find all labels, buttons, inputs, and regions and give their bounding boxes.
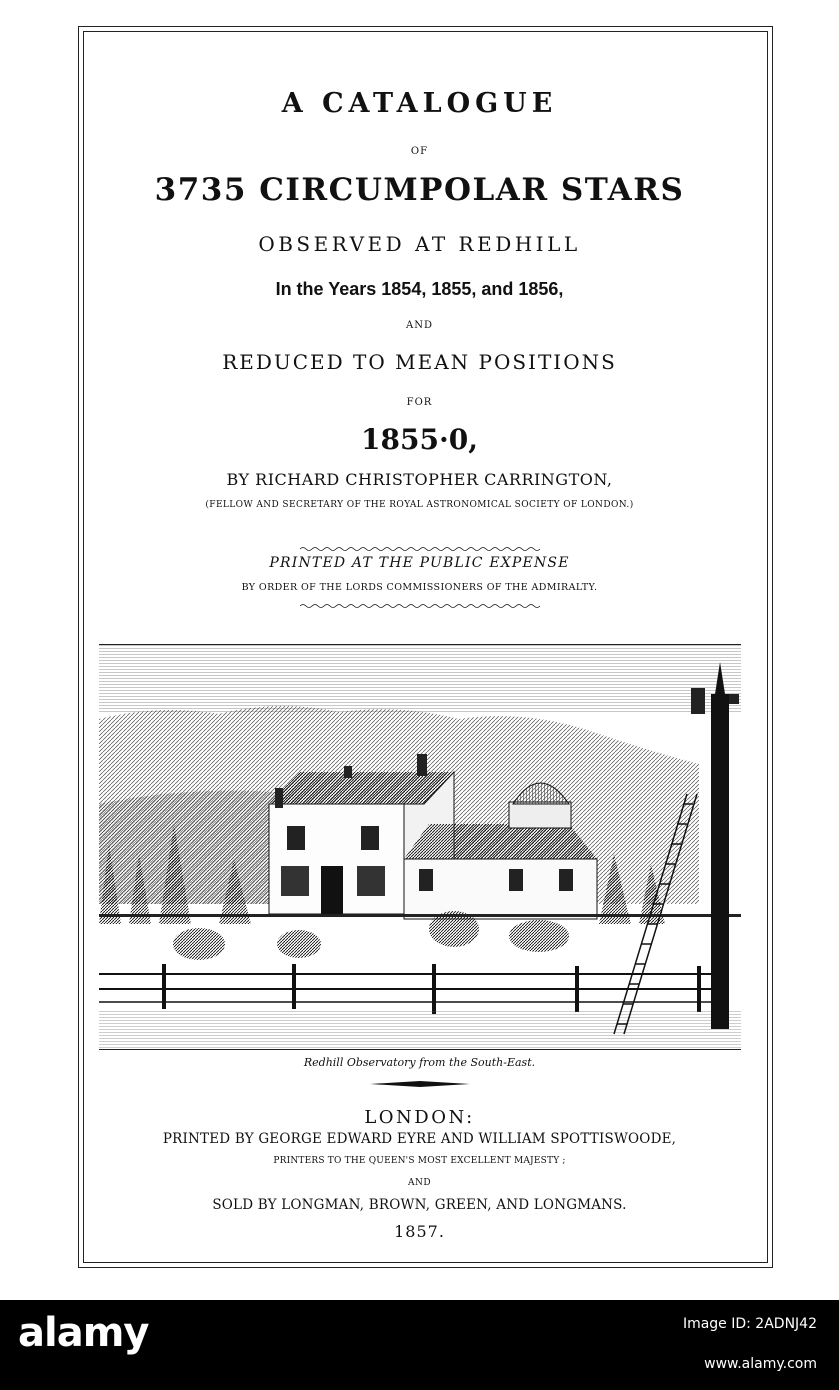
title-line-stars: 3735 CIRCUMPOLAR STARS bbox=[154, 172, 685, 208]
author-affiliation: (FELLOW AND SECRETARY OF THE ROYAL ASTRONOMICAL SOCIETY OF LONDON.) bbox=[205, 500, 634, 510]
observatory-engraving bbox=[99, 644, 741, 1050]
imprint-city: LONDON: bbox=[364, 1107, 475, 1128]
wavy-rule-bottom bbox=[300, 603, 540, 609]
fence bbox=[99, 964, 719, 1014]
image-id-label: Image ID: 2ADNJ42 bbox=[682, 1316, 817, 1332]
imprint-printed-by: PRINTED BY GEORGE EDWARD EYRE AND WILLIAM SPOTTISWOODE, bbox=[162, 1131, 677, 1147]
imprint-and: AND bbox=[407, 1178, 432, 1188]
author-line: BY RICHARD CHRISTOPHER CARRINGTON, bbox=[226, 470, 613, 489]
title-epoch: 1855·0, bbox=[361, 423, 478, 456]
admiralty-line: BY ORDER OF THE LORDS COMMISSIONERS OF THE ADMIRALTY. bbox=[241, 582, 598, 593]
sky bbox=[99, 644, 741, 714]
ornamental-rule bbox=[370, 1080, 470, 1088]
title-for: FOR bbox=[406, 397, 433, 408]
alamy-logo: alamy bbox=[18, 1310, 149, 1356]
watermark-url: www.alamy.com bbox=[704, 1356, 817, 1372]
title-line-observed: OBSERVED AT REDHILL bbox=[258, 232, 581, 256]
title-and: AND bbox=[406, 320, 433, 331]
imprint-sold-by: SOLD BY LONGMAN, BROWN, GREEN, AND LONGMANS. bbox=[212, 1197, 627, 1213]
printed-expense-line: PRINTED AT THE PUBLIC EXPENSE bbox=[269, 555, 570, 571]
illustration-caption: Redhill Observatory from the South-East. bbox=[303, 1056, 536, 1069]
imprint-printers-to: PRINTERS TO THE QUEEN'S MOST EXCELLENT MAJESTY ; bbox=[273, 1156, 566, 1166]
title-line-years: In the Years 1854, 1855, and 1856, bbox=[275, 279, 564, 299]
title-line-reduced: REDUCED TO MEAN POSITIONS bbox=[222, 350, 617, 374]
title-line-catalogue: A CATALOGUE bbox=[281, 88, 558, 119]
wavy-rule-top bbox=[300, 546, 540, 552]
imprint-year: 1857. bbox=[394, 1222, 445, 1241]
title-of: OF bbox=[410, 146, 429, 157]
